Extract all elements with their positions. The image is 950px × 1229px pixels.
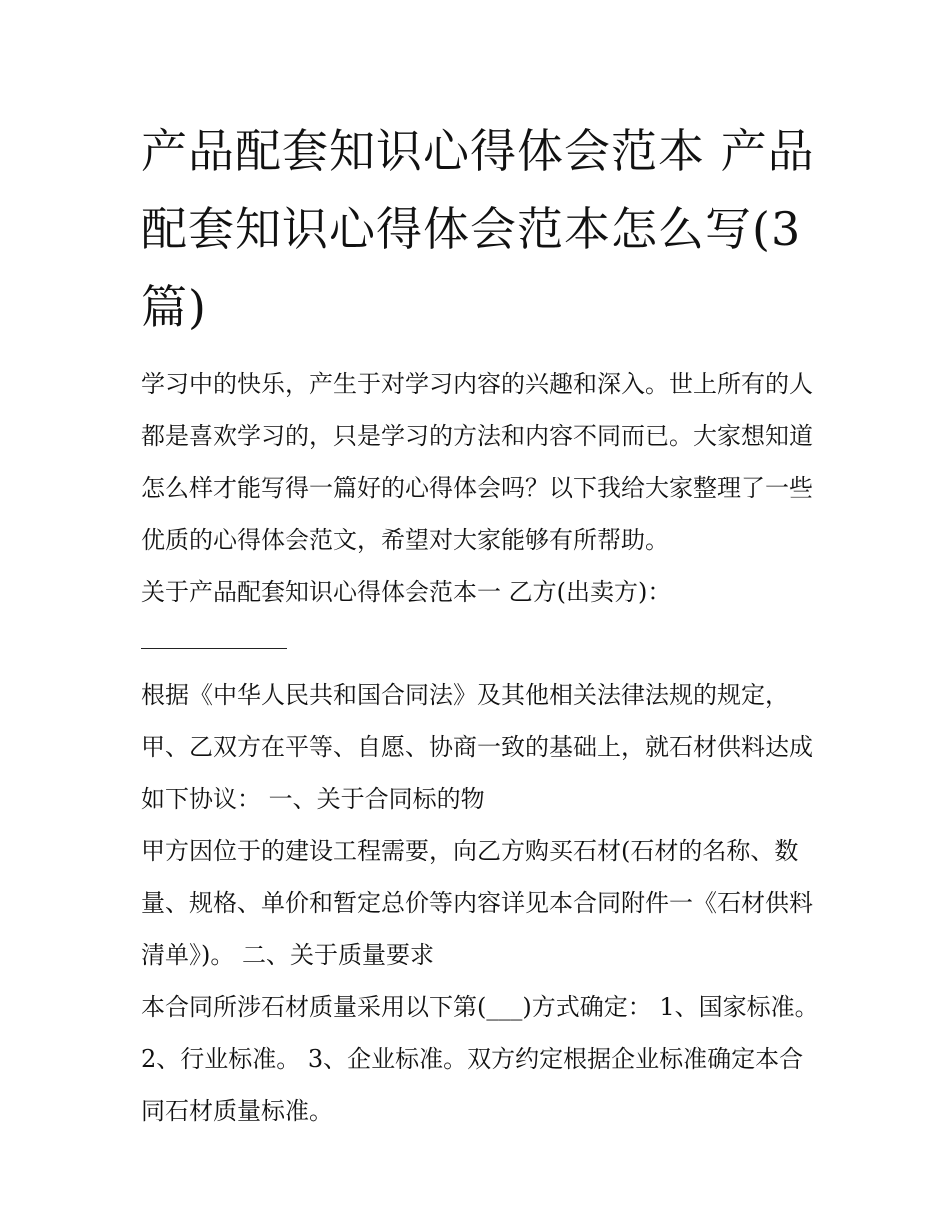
section-one-heading: 关于产品配套知识心得体会范本一 乙方(出卖方)：	[141, 578, 672, 606]
document-body	[141, 358, 821, 1137]
document-title: 产品配套知识心得体会范本 产品配套知识心得体会范本怎么写(3篇)	[141, 124, 815, 334]
subject-matter-paragraph: 甲方因位于的建设工程需要，向乙方购买石材(石材的名称、数量、规格、单价和暂定总价等内容详见本合同附件一《石材供料清单》)。 二、关于质量要求	[141, 837, 813, 969]
intro-paragraph: 学习中的快乐，产生于对学习内容的兴趣和深入。世上所有的人都是喜欢学习的，只是学习的方法和内容不同而已。大家想知道怎么样才能写得一篇好的心得体会吗？以下我给大家整理了一些优质的心得体会范文，希望对大家能够有所帮助。	[141, 370, 813, 554]
blank-fill-line	[141, 648, 287, 649]
document-content	[141, 112, 821, 1137]
quality-requirement-paragraph: 本合同所涉石材质量采用以下第(___)方式确定： 1、国家标准。 2、行业标准。 3、企业标准。双方约定根据企业标准确定本合同石材质量标准。	[141, 993, 819, 1125]
contract-basis-paragraph: 根据《中华人民共和国合同法》及其他相关法律法规的规定，甲、乙双方在平等、自愿、协商一致的基础上，就石材供料达成如下协议： 一、关于合同标的物	[141, 681, 813, 813]
